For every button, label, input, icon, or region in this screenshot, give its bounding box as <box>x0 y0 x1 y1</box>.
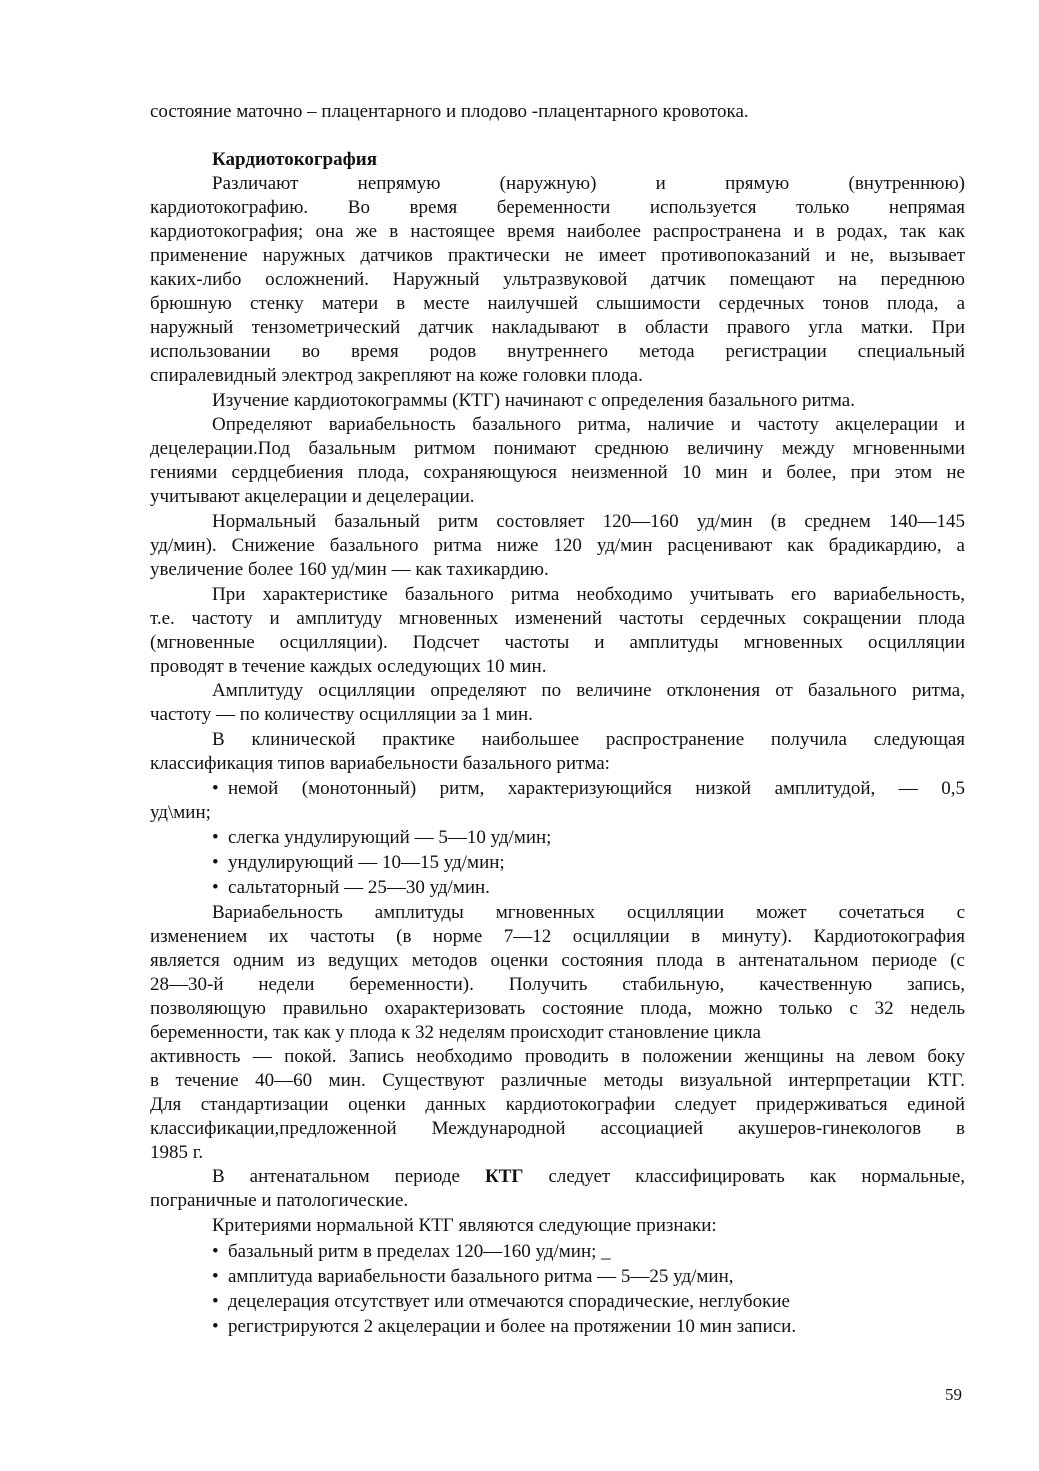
bullet-icon: • <box>212 877 219 898</box>
bullet-icon: • <box>212 1241 219 1262</box>
text-line: активность — покой. Запись необходимо проводить в положении женщины на левом боку <box>150 1046 965 1067</box>
bullet-item <box>212 876 965 900</box>
text-line: уд\мин; <box>150 802 211 823</box>
text-line: Вариабельность амплитуды мгновенных осцилляции может сочетаться с <box>212 902 965 923</box>
bullet-text: амплитуда вариабельности базального ритма — 5—25 уд/мин, <box>228 1266 734 1287</box>
text-run: В антенатальном периоде <box>212 1166 460 1187</box>
text-line: децелерации.Под базальным ритмом понимают среднюю величину между мгновенными <box>150 438 965 459</box>
bullet-text: сальтаторный — 25—30 уд/мин. <box>228 877 490 898</box>
text-line: увеличение более 160 уд/мин — как тахикардию. <box>150 559 549 580</box>
text-line: гениями сердцебиения плода, сохраняющуюся неизменной 10 мин и более, при этом не <box>150 462 965 483</box>
bullet-icon: • <box>212 1266 219 1287</box>
text-line: беременности, так как у плода к 32 неделям происходит становление цикла <box>150 1022 761 1043</box>
text-line: является одним из ведущих методов оценки состояния плода в антенатальном периоде (с <box>150 950 965 971</box>
text-line: Нормальный базальный ритм состовляет 120—160 уд/мин (в среднем 140—145 <box>212 511 965 532</box>
bullet-icon: • <box>212 827 219 848</box>
text-line: спиралевидный электрод закрепляют на коже головки плода. <box>150 365 643 386</box>
text-line: позволяющую правильно охарактеризовать состояние плода, можно только с 32 недель <box>150 998 965 1019</box>
bullet-text: ундулирующий — 10—15 уд/мин; <box>228 852 505 873</box>
text-line: Изучение кардиотокограммы (КТГ) начинают с определения базального ритма. <box>212 390 855 411</box>
bullet-icon: • <box>212 852 219 873</box>
bullet-item <box>212 851 965 875</box>
text-line: пограничные и патологические. <box>150 1190 409 1211</box>
text-line: классификации,предложенной Международной ассоциацией акушеров-гинекологов в <box>150 1118 965 1139</box>
text-line: классификация типов вариабельности базального ритма: <box>150 753 610 774</box>
ktg-term: КТГ <box>484 1166 524 1187</box>
bullet-text: базальный ритм в пределах 120—160 уд/мин; _ <box>228 1241 611 1262</box>
bullet-text: слегка ундулирующий — 5—10 уд/мин; <box>228 827 552 848</box>
text-line: т.е. частоту и амплитуду мгновенных изменений частоты сердечных сокращении плода <box>150 608 965 629</box>
text-line: уд/мин). Снижение базального ритма ниже 120 уд/мин расценивают как брадикардию, а <box>150 535 965 556</box>
bullet-item <box>212 777 965 801</box>
text-line: 1985 г. <box>150 1142 204 1163</box>
bullet-item <box>212 1240 965 1264</box>
bullet-item <box>212 1315 965 1339</box>
page-number: 59 <box>945 1385 962 1404</box>
text-line: каких-либо осложнений. Наружный ультразвуковой датчик помещают на переднюю <box>150 269 965 290</box>
section-heading: Кардиотокография <box>212 149 377 170</box>
text-line: изменением их частоты (в норме 7—12 осцилляции в минуту). Кардиотокография <box>150 926 965 947</box>
text-line: Критериями нормальной КТГ являются следующие признаки: <box>212 1215 717 1236</box>
text-line: использовании во время родов внутреннего метода регистрации специальный <box>150 341 965 362</box>
text-run: следует классифицировать как нормальные, <box>548 1166 966 1187</box>
text-line: кардиотокография; она же в настоящее время наиболее распространена и в родах, так как <box>150 221 965 242</box>
text-line: При характеристике базального ритма необходимо учитывать его вариабельность, <box>212 584 965 605</box>
text-line: Для стандартизации оценки данных кардиотокографии следует придерживаться единой <box>150 1094 965 1115</box>
bullet-item <box>212 1290 965 1314</box>
bullet-text: немой (монотонный) ритм, характеризующийся низкой амплитудой, — 0,5 <box>228 778 965 799</box>
text-line: (мгновенные осцилляции). Подсчет частоты и амплитуды мгновенных осцилляции <box>150 632 965 653</box>
text-line: 28—30-й недели беременности). Получить стабильную, качественную запись, <box>150 974 965 995</box>
bullet-icon: • <box>212 1316 219 1337</box>
text-line: проводят в течение каждых оследующих 10 мин. <box>150 656 547 677</box>
text-line: В клинической практике наибольшее распространение получила следующая <box>212 729 965 750</box>
text-line: частоту — по количеству осцилляции за 1 мин. <box>150 704 533 725</box>
bullet-icon: • <box>212 778 219 799</box>
bullet-text: регистрируются 2 акцелерации и более на протяжении 10 мин записи. <box>228 1316 797 1337</box>
text-line: брюшную стенку матери в месте наилучшей слышимости сердечных тонов плода, а <box>150 293 965 314</box>
text-line: состояние маточно – плацентарного и плодово -плацентарного кровотока. <box>150 101 749 122</box>
bullet-item <box>212 1265 965 1289</box>
text-line: Различают непрямую (наружную) и прямую (внутреннюю) <box>212 173 965 194</box>
text-line: кардиотокографию. Во время беременности используется только непрямая <box>150 197 965 218</box>
text-line <box>212 1165 965 1189</box>
bullet-icon: • <box>212 1291 219 1312</box>
bullet-item <box>212 826 965 850</box>
text-line: наружный тензометрический датчик накладывают в области правого угла матки. При <box>150 317 965 338</box>
bullet-text: децелерация отсутствует или отмечаются спорадические, неглубокие <box>228 1291 790 1312</box>
text-line: Определяют вариабельность базального ритма, наличие и частоту акцелерации и <box>212 414 965 435</box>
text-line: применение наружных датчиков практически не имеет противопоказаний и не, вызывает <box>150 245 965 266</box>
text-line: учитывают акцелерации и децелерации. <box>150 486 475 507</box>
text-line: Амплитуду осцилляции определяют по величине отклонения от базального ритма, <box>212 680 965 701</box>
text-line: в течение 40—60 мин. Существуют различные методы визуальной интерпретации КТГ. <box>150 1070 965 1091</box>
